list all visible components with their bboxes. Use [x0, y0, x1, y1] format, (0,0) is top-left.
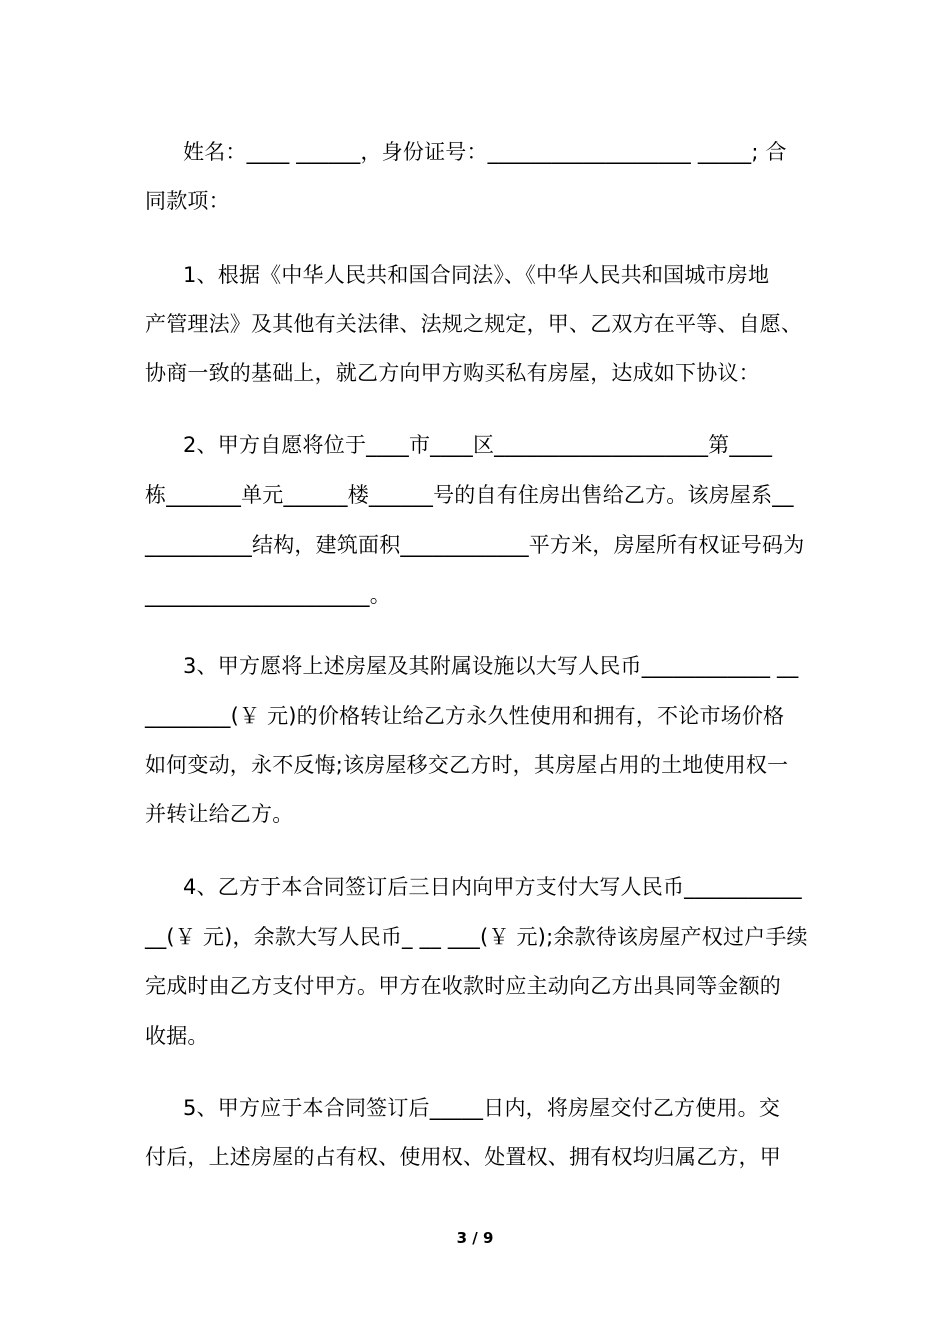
clause-3-line-2: ________(￥ 元)的价格转让给乙方永久性使用和拥有，不论市场价格	[145, 704, 785, 728]
text-line-name-id: 姓名：____ ______，身份证号：___________________ _____; 合	[183, 140, 787, 164]
clause-1-line-1: 1、根据《中华人民共和国合同法》、《中华人民共和国城市房地	[183, 263, 770, 287]
clause-5-line-2: 付后，上述房屋的占有权、使用权、处置权、拥有权均归属乙方，甲	[145, 1145, 781, 1169]
clause-2-line-2: 栋_______单元______楼______号的自有住房出售给乙方。该房屋系__	[145, 483, 794, 507]
clause-4-line-3: 完成时由乙方支付甲方。甲方在收款时应主动向乙方出具同等金额的	[145, 974, 781, 998]
clause-4-line-2: __(￥ 元)，余款大写人民币_ __ ___(￥ 元);余款待该房屋产权过户手续	[145, 925, 808, 949]
clause-2-line-1: 2、甲方自愿将位于____市____区____________________第____	[183, 433, 773, 457]
page-number: 3 / 9	[456, 1229, 494, 1247]
clause-3-line-1: 3、甲方愿将上述房屋及其附属设施以大写人民币____________ __	[183, 654, 799, 678]
text-line-contract-terms: 同款项：	[145, 189, 230, 213]
clause-5-line-1: 5、甲方应于本合同签订后_____日内，将房屋交付乙方使用。交	[183, 1096, 781, 1120]
clause-3-line-4: 并转让给乙方。	[145, 802, 294, 826]
clause-1-line-3: 协商一致的基础上，就乙方向甲方购买私有房屋，达成如下协议：	[145, 361, 760, 385]
clause-2-line-3: __________结构，建筑面积____________平方米，房屋所有权证号码为	[145, 533, 805, 557]
clause-4-line-1: 4、乙方于本合同签订后三日内向甲方支付大写人民币___________	[183, 875, 802, 899]
clause-2-line-4: _____________________。	[145, 583, 391, 607]
clause-4-line-4: 收据。	[145, 1024, 209, 1048]
clause-3-line-3: 如何变动，永不反悔;该房屋移交乙方时，其房屋占用的土地使用权一	[145, 753, 789, 777]
clause-1-line-2: 产管理法》及其他有关法律、法规之规定，甲、乙双方在平等、自愿、	[145, 312, 803, 336]
